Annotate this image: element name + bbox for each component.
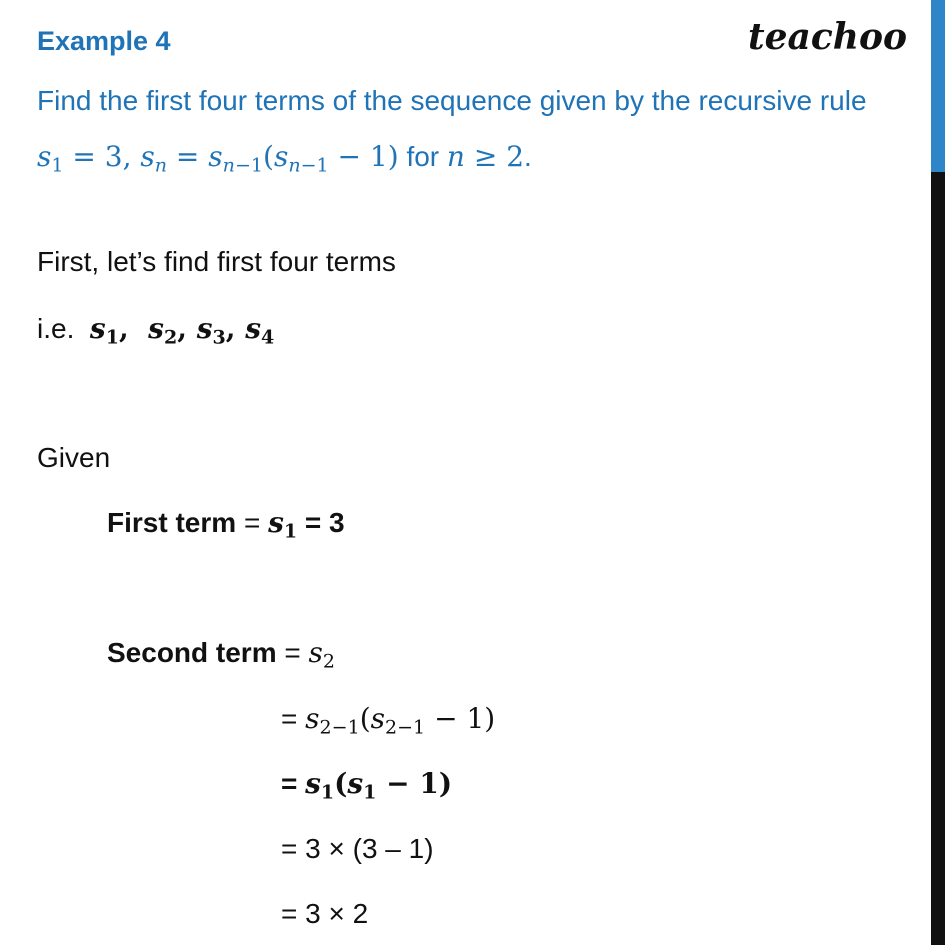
calc-line-4: = 3 × 2 [281, 898, 369, 929]
for-word: for [406, 141, 440, 172]
example-heading: Example 4 [37, 26, 171, 56]
calc-formula-1: $s_{2-1}(s_{2-1} - 1)$ [305, 702, 496, 739]
intro-text: First, let’s find first four terms [37, 246, 396, 277]
teachoo-logo: teachoo [748, 16, 907, 58]
s2-symbol: $s_2$ [308, 636, 336, 673]
given-label: Given [37, 442, 111, 473]
calc-line-3: = 3 × (3 – 1) [281, 833, 434, 864]
condition-formula: n ≥ 2 [446, 140, 525, 173]
calc-line-2: = $s_1(s_1 - 1)$ [281, 767, 453, 804]
period: . [524, 141, 532, 172]
scrollbar-thumb[interactable] [931, 0, 945, 172]
s1-symbol: $s_1$ [268, 506, 298, 543]
first-term-line: First term = $s_1 = 3$ [107, 506, 345, 543]
ie-line [37, 312, 275, 349]
recursive-rule-formula: $s_1 = 3$, $s_n = s_{n-1}(s_{n-1} - 1)$ [37, 140, 399, 177]
problem-line-2 [37, 140, 532, 177]
calc-formula-2: $s_1(s_1 - 1)$ [305, 767, 453, 804]
ie-label: i.e. [37, 313, 75, 344]
first-term-label: First term [107, 507, 237, 538]
calc-line-1: = $s_{2-1}(s_{2-1} - 1)$ [281, 702, 496, 739]
terms-list-formula: $s_1$, $s_2$, $s_3$, $s_4$ [89, 312, 275, 349]
second-term-label: Second term [107, 637, 277, 668]
problem-line-1: Find the first four terms of the sequence given by the recursive rule [37, 85, 867, 116]
second-term-line: Second term = $s_2$ [107, 636, 336, 673]
first-term-value: = 3 [304, 507, 345, 538]
